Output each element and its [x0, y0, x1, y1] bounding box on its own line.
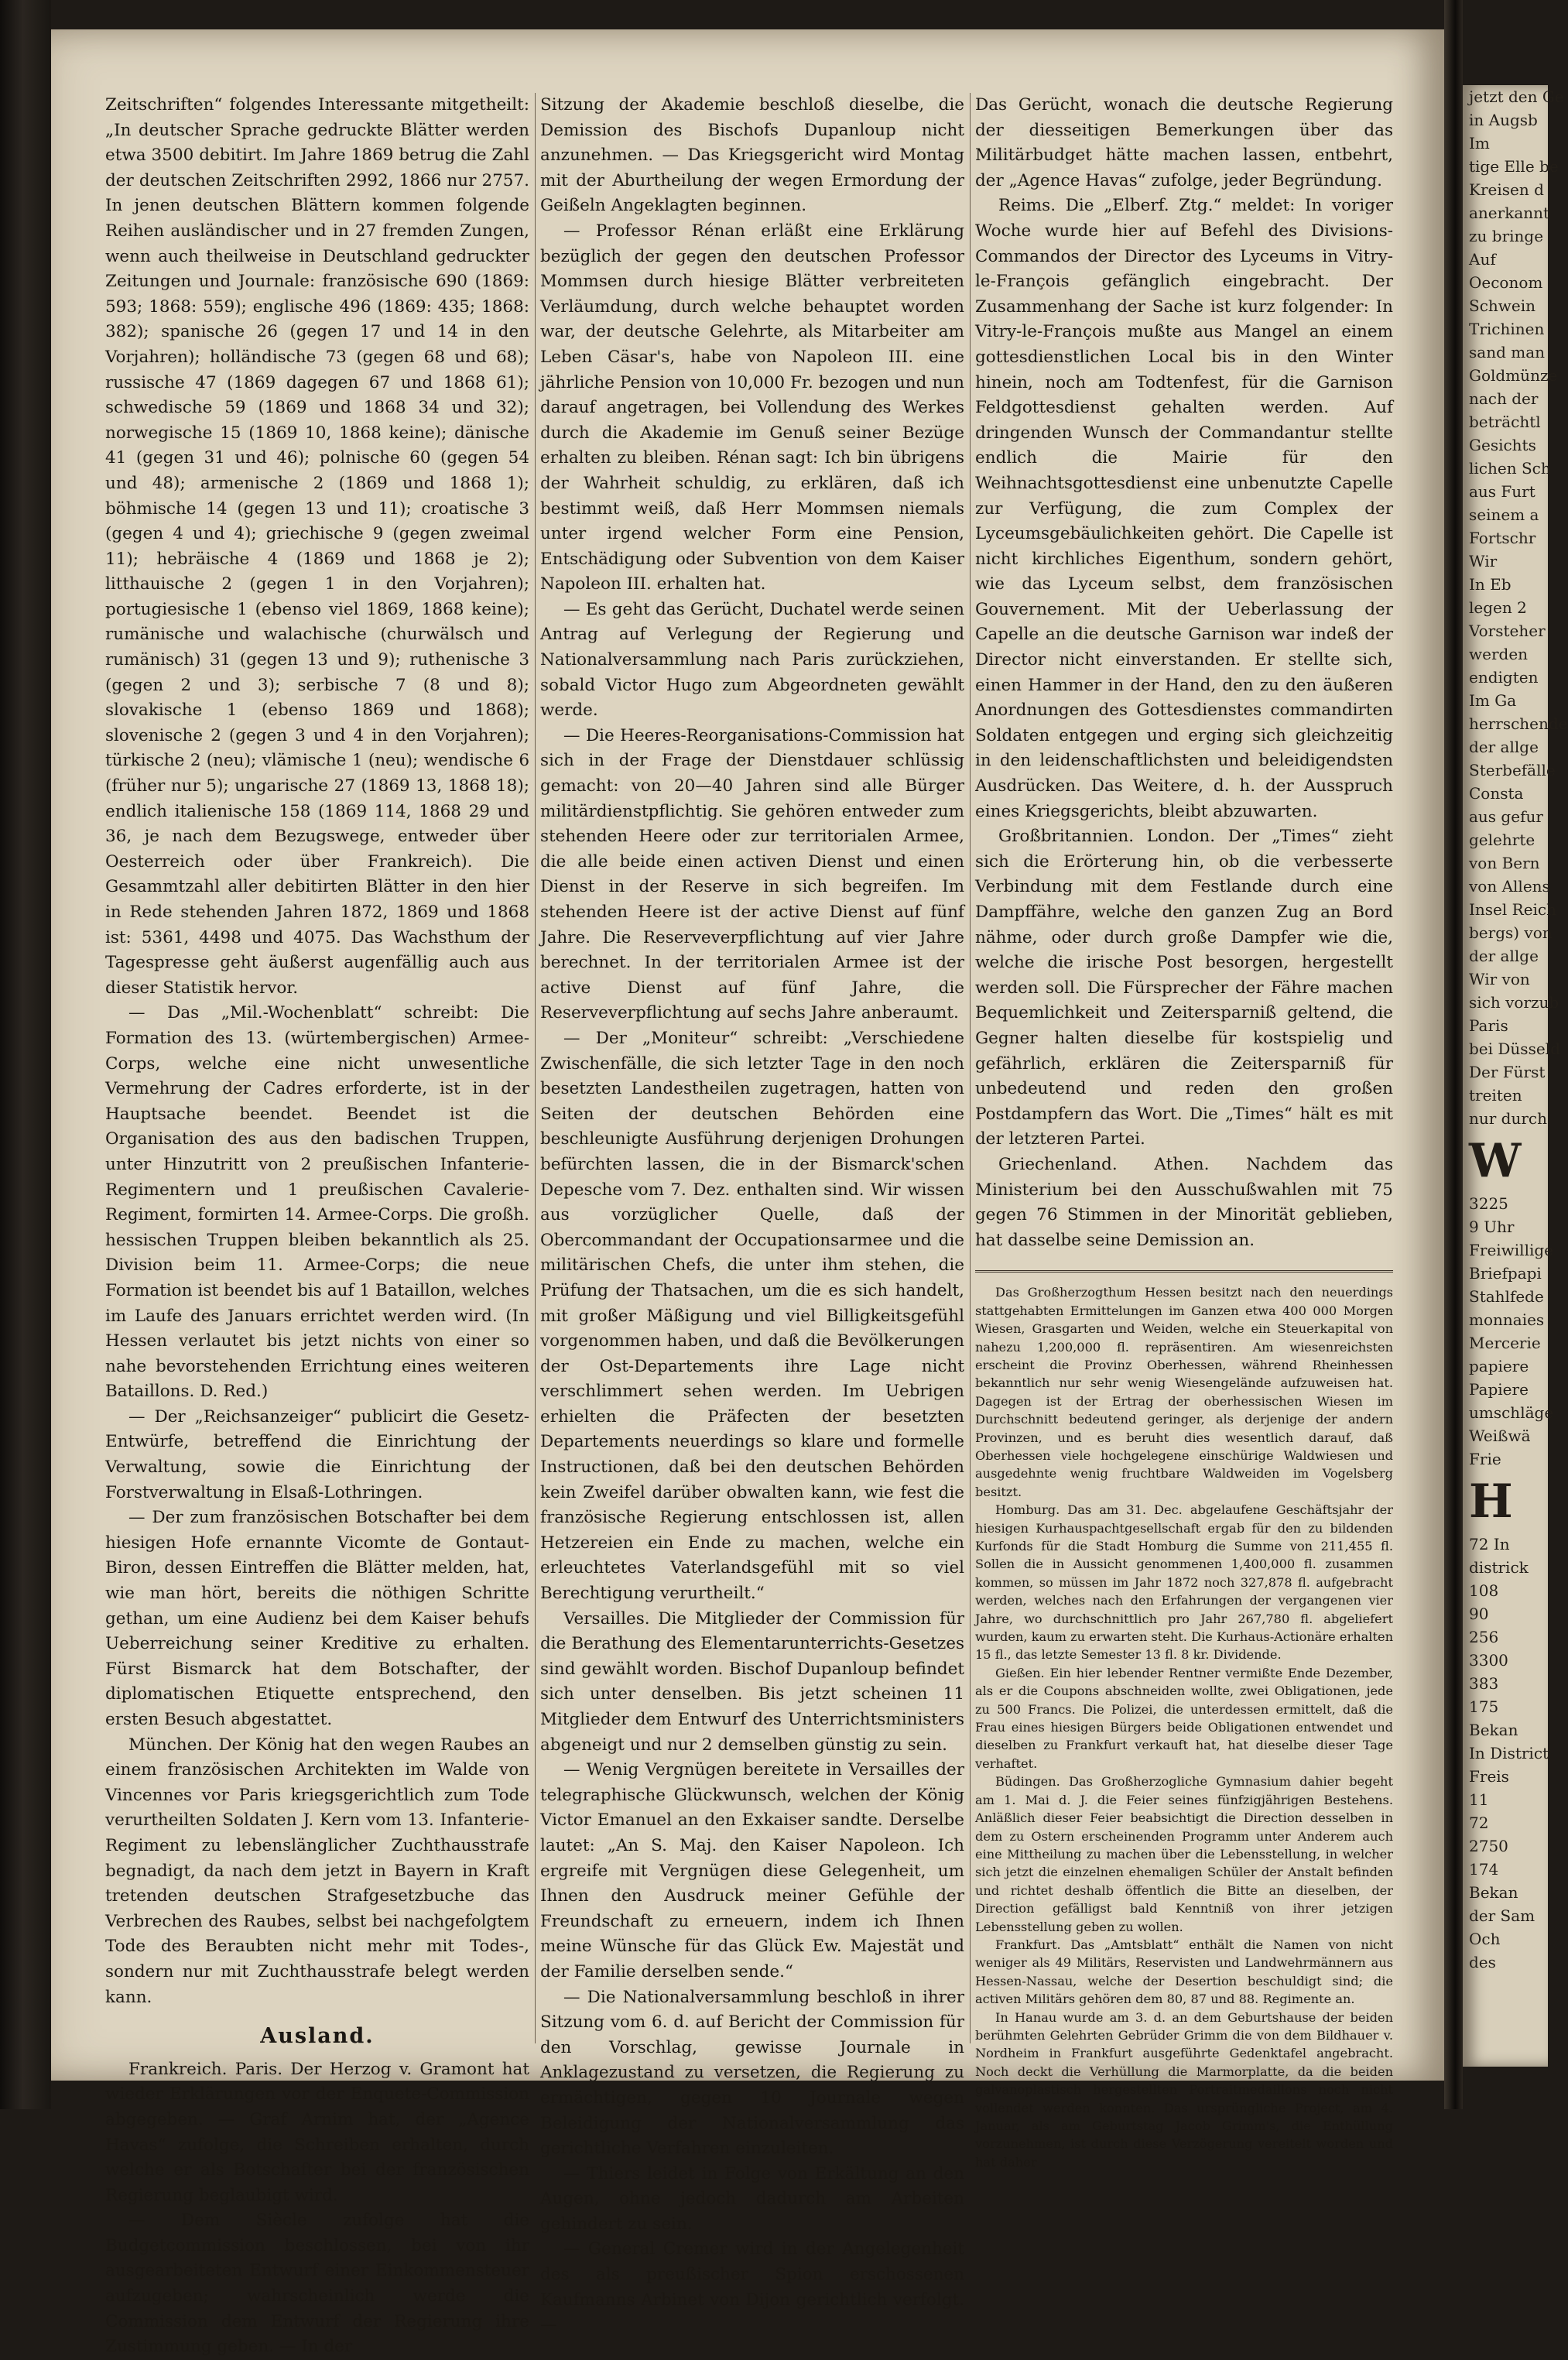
next-page-fragment: des — [1469, 1953, 1496, 1971]
next-page-fragment: nur durch — [1469, 1109, 1548, 1128]
next-page-fragment: Stahlfede — [1469, 1287, 1544, 1306]
next-page-fragment: tige Elle be — [1469, 157, 1559, 176]
article-moniteur: — Der „Moniteur“ schreibt: „Verschiedene Zwischenfälle, die sich letzter Tage in den noch besetzten Landestheilen zugetragen, hatten von Seiten der deutschen Behörden eine beschleunigte Ausführung derjenigen Drohungen befürchten lassen, die in der Bismarck'schen Depesche vom 7. Dez. enthalten sind. Wir wissen aus vorzüglicher Quelle, daß der Obercommandant der Occupationsarmee und die militärischen Chefs, die unter ihm stehen, die Prüfung der Thatsachen, um die es sich handelt, mit großer Mäßigung und viel Billigkeitsgefühl vorgenommen haben, und daß die Bevölkerungen der Ost-Departements ihre Lage nicht verschlimmert sehen werden. Im Uebrigen erhielten die Präfecten der besetzten Departements neuerdings so klare und formelle Instructionen, daß bei den deutschen Behörden kein Zweifel darüber obwalten kann, wie fest die französische Regierung entschlossen ist, allen Hetzereien ein Ende zu machen, welche ein erleuchtetes Vaterlandsgefühl mit so viel Berechtigung verurtheilt.“ — [540, 1028, 964, 1604]
next-page-fragment: Sterbefälle — [1469, 761, 1556, 779]
article-france-paris: Frankreich. Paris. Der Herzog v. Gramont hat wieder Erklärungen vor der Enquete-Commission abgegeben. — Graf Arnim hat, der „Agence Havas“ zufolge, die Schreiben erhalten, durch welche er als Botschafter bei der französischen Regierung beglaubigt wird. — [105, 2059, 529, 2205]
next-page-fragment: Consta — [1469, 784, 1524, 803]
next-page-fragment: endigten — [1469, 668, 1539, 687]
article-hanau: In Hanau wurde am 3. d. an dem Geburtshause der beiden berühmten Gelehrten Gebrüder Grimm die von dem Bildhauer v. Nordheim in Frankfurt ausgeführte Gedenktafel angebracht. Noch deckt die Verhüllung die Marmorplatte, da die beiden galvanoplastisch hergestellten Portraitmedaillons noch nicht vollendet werden konnten. Das ursprüngliche Project, am 4. Januar, als am Geburtstag Jacob Grimm's, die Enthüllung vorzunehmen, ist durch diese Verzögerung vereitelt worden und hat daher — [975, 2009, 1393, 2170]
next-page-fragment: Freis — [1469, 1767, 1509, 1786]
next-page-fragment: Wir — [1469, 552, 1498, 570]
next-page-fragment: Oeconom — [1469, 273, 1543, 292]
next-page-fragment: Insel Reich — [1469, 900, 1557, 919]
next-page-fragment: sich vorzub — [1469, 993, 1559, 1012]
next-page-fragment: Weißwä — [1469, 1427, 1531, 1445]
next-page-fragment: Frie — [1469, 1450, 1501, 1468]
regional-news — [975, 1283, 1393, 2171]
next-page-fragment: aus gefur — [1469, 807, 1543, 826]
next-page-fragment: 175 — [1469, 1697, 1499, 1716]
article-greece: Griechenland. Athen. Nachdem das Ministerium bei den Ausschußwahlen mit 75 gegen 76 Stimmen in der Minorität geblieben, hat dasselbe seine Demission an. — [975, 1154, 1393, 1250]
next-page-fragment: werden — [1469, 645, 1529, 663]
article-general-cremer: — General Cremer wird in der Angelegenheit des als preußischer Spion erschossenen Kaufmanns Arbinet von Dijon gerichtlich verfolgt. — — [540, 2239, 964, 2335]
next-page-fragment: Schwein — [1469, 296, 1536, 315]
next-page-fragment: Och — [1469, 1930, 1501, 1948]
next-page-fragment: 174 — [1469, 1860, 1499, 1879]
article-renan: — Professor Rénan erläßt eine Erklärung bezüglich der gegen den deutschen Professor Mommsen durch hiesige Blätter verbreiteten Verläumdung, durch welche behauptet worden war, der deutsche Gelehrte, als Mitarbeiter am Leben Cäsar's, habe von Napoleon III. eine jährliche Pension von 10,000 Fr. bezogen und nun darauf angetragen, bei Vollendung des Werkes durch die Akademie im Genuß seiner Bezüge erhalten zu bleiben. Rénan sagt: Ich bin übrigens der Wahrheit schuldig, zu erklären, daß ich bestimmt weiß, daß Herr Mommsen niemals unter irgend welcher Form eine Pension, Entschädigung oder Subvention von dem Kaiser Napoleon III. erhalten hat. — [540, 221, 964, 594]
next-page-fragment: legen 2 — [1469, 598, 1527, 617]
article-reims: Reims. Die „Elberf. Ztg.“ meldet: In voriger Woche wurde hier auf Befehl des Divisions-Commandos der Director des Lyceums in Vitry-le-François gefänglich eingebracht. Der Zusammenhang der Sache ist kurz folgender: In Vitry-le-François mußte aus Mangel an einem gottesdienstlichen Local bis in den Winter hinein, noch am Todtenfest, für die Garnison Feldgottesdienst gehalten werden. Auf dringenden Wunsch der Commandantur stellte endlich die Mairie für den Weihnachtsgottesdienst eine unbenutzte Capelle zur Verfügung, die zum Complex der Lyceumsgebäulichkeiten gehört. Die Capelle ist nicht kirchliches Eigenthum, sondern gehört, wie das Lyceum selbst, dem französischen Gouvernement. Mit der Ueberlassung der Capelle an die deutsche Garnison war indeß der Director nicht einverstanden. Er stellte sich, einen Hammer in der Hand, den zu den äußeren Anordnungen des Gottesdienstes commandirten Soldaten entgegen und erging sich gleichzeitig in den leidenschaftlichsten und beleidigendsten Ausdrücken. Das Weitere, d. h. der Ausspruch eines Kriegsgerichts, bleibt abzuwarten. — [975, 196, 1393, 821]
next-page-fragment: papiere — [1469, 1357, 1529, 1375]
next-page-fragment: Im — [1469, 134, 1490, 152]
article-national-assembly: — Die Nationalversammlung beschloß in ihrer Sitzung vom 6. d. auf Bericht der Commission für den Vorschlag, gewisse Journale in Anklagezustand zu versetzen, die Regierung zu ermächtigen, gegen 10 Journale wegen Beleidigung der Nationalversammlung das gerichtliche Verfahren einzuleiten. — [540, 1987, 964, 2159]
article-buedingen: Büdingen. Das Großherzogliche Gymnasium dahier begeht am 1. Mai d. J. die Feier seines fünfzigjährigen Bestehens. Anläßlich dieser Feier beabsichtigt die Direction desselben in dem zu Ostern erscheinenden Programm unter Anderem auch eine Mittheilung zu machen über die Lebensstellung, in welcher sich jetzt die einzelnen ehemaligen Schüler der Anstalt befinden und richtet deshalb öffentlich die Bitte an dieselben, der Direction gefälligst bald Kenntniß von ihrer jetzigen Lebensstellung geben zu wollen. — [975, 1774, 1393, 1934]
next-page-fragment: districk — [1469, 1558, 1529, 1577]
next-page-fragment: treiten — [1469, 1086, 1522, 1105]
next-page-fragment: anerkannt — [1469, 204, 1550, 222]
next-page-fragment: Paris — [1469, 1016, 1508, 1035]
article-duchatel: — Es geht das Gerücht, Duchatel werde seinen Antrag auf Verlegung der Regierung und Nationalversammlung nach Paris zurückziehen, sobald Victor Hugo zum Abgeordneten gewählt werde. — [540, 599, 964, 721]
column-1 — [105, 93, 529, 2357]
next-page-fragment: umschläge — [1469, 1403, 1554, 1422]
next-page-fragment: bei Düsseld — [1469, 1040, 1560, 1058]
article-academy: Sitzung der Akademie beschloß dieselbe, die Demission des Bischofs Dupanloup nicht anzunehmen. — Das Kriegsgericht wird Montag mit der Aburtheilung der wegen Ermordung der Geißeln Angeklagten beginnen. — [540, 95, 964, 216]
article-military-weekly: — Das „Mil.-Wochenblatt“ schreibt: Die Formation des 13. (würtembergischen) Armee-Corps, welche eine nicht unwesentliche Vermehrung der Cadres erforderte, ist in der Hauptsache beendet. Beendet ist die Organisation des aus den badischen Truppen, unter Hinzutritt von 2 preußischen Infanterie-Regimentern und 1 preußischen Cavalerie-Regiment, formirten 14. Armee-Corps. Die großh. hessischen Truppen bleiben bekanntlich als 25. Division beim 11. Armee-Corps; die neue Formation ist beendet bis auf 1 Bataillon, welches im Laufe des Januars errichtet werden wird. (In Hessen verlautet bis jetzt nichts von einer so nahe bevorstehenden Errichtung eines weiteren Bataillons. D. Red.) — [105, 1003, 529, 1402]
article-reichsanzeiger: — Der „Reichsanzeiger“ publicirt die Gesetz-Entwürfe, betreffend die Einrichtung der Verwaltung, sowie die Einrichtung der Forstverwaltung in Elsaß-Lothringen. — [105, 1406, 529, 1502]
next-page-fragment: 3300 — [1469, 1651, 1508, 1670]
next-page-fragment: Wir von — [1469, 970, 1530, 988]
next-page-fragment: Briefpapi — [1469, 1264, 1542, 1283]
section-title-ausland: Ausland. — [260, 2024, 375, 2049]
next-page-fragment: von Allens — [1469, 877, 1550, 896]
next-page-edge — [1463, 85, 1568, 2067]
next-page-fragment: 72 — [1469, 1814, 1489, 1832]
article-rumour: Das Gerücht, wonach die deutsche Regierung der diesseitigen Bemerkungen über das Militärbudget hätte machen lassen, entbehrt, der „Agence Havas“ zufolge, jeder Begründung. — [975, 95, 1393, 190]
article-thiers: — Thiers leidet in Folge von Erkältung an den Augen, ohne jedoch dadurch am Arbeiten gehindert zu sein. — [540, 2163, 964, 2234]
next-page-fragment: 11 — [1469, 1790, 1489, 1809]
next-page-fragment: Im Ga — [1469, 691, 1517, 710]
next-page-fragment: aus Furt — [1469, 482, 1535, 501]
next-page-fragment: sand man — [1469, 343, 1545, 361]
next-page-fragment: In District — [1469, 1744, 1549, 1762]
next-page-fragment: Bekan — [1469, 1883, 1518, 1902]
column-rule — [970, 93, 971, 2043]
next-page-fragment: Vorsteher — [1469, 622, 1546, 640]
next-page-fragment: seinem a — [1469, 505, 1539, 524]
next-page-fragment: beträchtl — [1469, 413, 1541, 431]
next-page-fragment: Kreisen d — [1469, 180, 1544, 199]
article-homburg: Homburg. Das am 31. Dec. abgelaufene Geschäftsjahr der hiesigen Kurhauspachtgesellschaft ergab für den zu bildenden Kurfonds für die Stadt Homburg die Summe von 211,455 fl. Sollen die in Aussicht genommenen 1,400,000 fl. zusammen kommen, so müssen im Jahr 1872 noch 327,878 fl. aufgebracht werden, welches nach den Erfahrungen der vergangenen vier Jahre, wo durchschnittlich pro Jahr 267,780 fl. abgeliefert wurden, kaum zu erwarten steht. Die Kurhaus-Actionäre erhalten 15 fl., das letzte Semester 13 fl. 8 kr. Dividende. — [975, 1502, 1393, 1663]
next-page-fragment: Mercerie — [1469, 1334, 1541, 1352]
next-page-fragment: in Augsb — [1469, 111, 1538, 129]
column-3 — [975, 93, 1393, 2170]
next-page-fragment: herrschende — [1469, 714, 1568, 733]
next-page-fragment: jetzt den Ge — [1469, 87, 1564, 106]
next-page-fragment: der allge — [1469, 947, 1539, 965]
article-press-statistics: Zeitschriften“ folgendes Interessante mitgetheilt: „In deutscher Sprache gedruckte Blätter werden etwa 3500 debitirt. Im Jahre 1869 betrug die Zahl der deutschen Zeitschriften 2992, 1866 nur 2757. In jenen deutschen Blättern kommen folgende Reihen ausländischer und in 27 fremden Zungen, wenn auch theilweise in Deutschland gedruckter Zeitungen und Journale: französische 690 (1869: 593; 1868: 559); englische 496 (1869: 435; 1868: 382); spanische 26 (gegen 17 und 14 in den Vorjahren); holländische 73 (gegen 68 und 68); russische 47 (1869 dagegen 67 und 1868 61); schwedische 59 (1869 und 1868 34 und 32); norwegische 15 (1869 10, 1868 keine); dänische 41 (gegen 31 und 46); polnische 60 (gegen 54 und 48); armenische 2 (1869 und 1868 1); böhmische 14 (gegen 13 und 11); croatische 3 (gegen 4 und 4); griechische 9 (gegen zweimal 11); hebräische 4 (1869 und 1868 je 2); litthauische 2 (gegen 1 in den Vorjahren); portugiesische 1 (ebenso viel 1869, 1868 keine); rumänische und walachische (churwälsch und rumänisch) 31 (gegen 13 und 9); ruthenische 3 (gegen 2 und 3); serbische 7 (8 und 8); slovakische 1 (ebenso 1869 und 1868); slovenische 2 (gegen 3 und 4 in den Vorjahren); türkische 2 (neu); vlämische 1 (neu); wendische 6 (früher nur 5); ungarische 27 (1869 13, 1868 18); endlich italienische 158 (1869 114, 1868 29 und 36, je nach dem Bezugswege, entweder über Oesterreich oder über Frankreich). Die Gesammtzahl aller debitirten Blätter in den hier in Rede stehenden Jahren 1872, 1869 und 1868 ist: 5361, 4498 und 4075. Das Wachsthum der Tagespresse geht äußerst augenfällig auch aus dieser Statistik hervor. — [105, 95, 529, 998]
article-munich: München. Der König hat den wegen Raubes an einem französischen Architekten im Walde von Vincennes vor Paris kriegsgerichtlich zum Tode verurtheilten Soldaten J. Kern vom 13. Infanterie-Regiment zu lebenslänglicher Zuchthausstrafe begnadigt, da nach dem jetzt in Bayern in Kraft tretenden deutschen Strafgesetzbuche das Verbrechen des Raubes, selbst bei nachgefolgtem Tode des Beraubten nicht mehr mit Todes-, sondern nur mit Zuchthausstrafe belegt werden kann. — [105, 1735, 529, 2007]
next-page-fragment: H — [1469, 1475, 1513, 1529]
next-page-fragment: In Eb — [1469, 575, 1512, 594]
next-page-fragment: der Sam — [1469, 1906, 1535, 1925]
next-page-fragment: W — [1469, 1134, 1522, 1188]
article-hessen: Das Großherzogthum Hessen besitzt nach den neuerdings stattgehabten Ermittelungen im Ganzen etwa 400 000 Morgen Wiesen, Grasgarten und Weiden, welche ein Steuerkapital von nahezu 1,200,000 fl. repräsentiren. Am wiesenreichsten erscheint die Provinz Oberhessen, während Rheinhessen bekanntlich nur sehr wenig Wiesengelände aufzuweisen hat. Dagegen ist der Ertrag der oberhessischen Wiesen im Durchschnitt bedeutend geringer, als derjenige der andern Provinzen, und es beruht dies wesentlich darauf, daß Oberhessen viele hochgelegene einschürige Waldwiesen und ausgedehnte wenig fruchtbare Waldweiden im Vogelsberg besitzt. — [975, 1285, 1393, 1499]
next-page-fragment: Auf — [1469, 250, 1496, 269]
next-page-fragment: 256 — [1469, 1628, 1499, 1646]
next-page-fragment: Der Fürst — [1469, 1063, 1546, 1081]
next-page-fragment: 108 — [1469, 1581, 1499, 1600]
article-versailles: Versailles. Die Mitglieder der Commission für die Berathung des Elementarunterrichts-Gesetzes sind gewählt worden. Bischof Dupanloup befindet sich unter denselben. Bis jetzt scheinen 11 Mitglieder dem Entwurf des Unterrichtsministers abgeneigt und nur 2 demselben günstig zu sein. — [540, 1608, 964, 1755]
next-page-fragment: 9 Uhr — [1469, 1218, 1515, 1236]
next-page-fragment: Fortschr — [1469, 529, 1536, 547]
next-page-fragment: der allge — [1469, 738, 1539, 756]
next-page-fragment: 3225 — [1469, 1194, 1508, 1213]
next-page-fragment: Goldmünze — [1469, 366, 1558, 385]
article-great-britain: Großbritannien. London. Der „Times“ zieht sich die Erörterung hin, ob die verbesserte Verbindung mit dem Festlande durch eine Dampffähre, welche den ganzen Zug an Bord nähme, oder durch große Dampfer wie die, welche die irische Post besorgen, hergestellt werden soll. Die Fürsprecher der Fähre machen Bequemlichkeit und Zeitersparniß geltend, die Gegner halten dieselbe für kostspielig und gefährlich, erklären die Zeitersparniß für unbedeutend und reden den großen Postdampfern das Wort. Die „Times“ hält es mit der letzteren Partei. — [975, 827, 1393, 1149]
next-page-fragment: Trichinen — [1469, 320, 1545, 338]
next-page-fragment: lichen Sch — [1469, 459, 1551, 478]
next-page-fragment: 2750 — [1469, 1837, 1508, 1855]
article-army-reorganisation: — Die Heeres-Reorganisations-Commission hat sich in der Frage der Dienstdauer schlüssig gemacht: von 20—40 Jahren sind alle Bürger militärdienstpflichtig. Sie gehören entweder zum stehenden Heere oder zur territorialen Armee, die alle beide einen activen Dienst und einen Dienst in der Reserve in sich begreifen. Im stehenden Heere ist der active Dienst auf fünf Jahre. Die Reserveverpflichtung auf vier Jahre berechnet. In der territorialen Armee ist der active Dienst auf fünf Jahre, die Reserveverpflichtung auf sechs Jahre anberaumt. — [540, 725, 964, 1023]
page-gutter — [1444, 0, 1463, 2109]
next-page-fragment: Freiwillige — [1469, 1241, 1554, 1259]
next-page-fragment: Bekan — [1469, 1721, 1518, 1739]
article-frankfurt: Frankfurt. Das „Amtsblatt“ enthält die Namen von nicht weniger als 49 Militärs, Reservisten und Landwehrmännern aus Hessen-Nassau, welche der Desertion beschuldigt sind; die activen Militärs gehören dem 80, 87 und 88. Regimente an. — [975, 1937, 1393, 2007]
next-page-fragment: gelehrte — [1469, 831, 1535, 849]
article-budget-commission: — Dem Siècle zufolge hat die Budgetcommission beschlossen, bei von ihr ausgearbeiteten Entwurf einer Einkommensteuer aufzugeben; wahrscheinlich werde die Commission dem Entwurf der Regierung ihre Zustimmung geben. — In der — [105, 2211, 529, 2357]
next-page-fragment: zu bringe — [1469, 227, 1544, 245]
next-page-fragment: Gesichts — [1469, 436, 1536, 454]
column-2 — [540, 93, 964, 2335]
article-french-ambassador: — Der zum französischen Botschafter bei dem hiesigen Hofe ernannte Vicomte de Gontaut-Biron, dessen Eintreffen die Blätter melden, hat, wie man hört, bereits die nöthigen Schritte gethan, um eine Audienz bei dem Kaiser behufs Ueberreichung seiner Kreditive zu erhalten. Fürst Bismarck hat dem Botschafter, der diplomatischen Etiquette entsprechend, den ersten Besuch abgestattet. — [105, 1508, 529, 1729]
next-page-fragment: monnaies — [1469, 1310, 1545, 1329]
article-giessen: Gießen. Ein hier lebender Rentner vermißte Ende Dezember, als er die Coupons abschneiden wollte, zwei Obligationen, jede zu 500 Francs. Die Polizei, die unterdessen ermittelt, daß die Frau eines hiesigen Bürgers beide Obligationen entwendet und dieselben zu Frankfurt verkauft hat, hat dieselbe dieser Tage verhaftet. — [975, 1665, 1393, 1771]
next-page-fragment: 72 In — [1469, 1535, 1510, 1553]
next-page-fragment: bergs) von — [1469, 923, 1553, 942]
column-rule — [535, 93, 536, 2043]
section-divider — [975, 1270, 1393, 1272]
next-page-fragment: 90 — [1469, 1605, 1489, 1623]
next-page-fragment: Papiere — [1469, 1380, 1529, 1399]
book-binding — [0, 0, 51, 2109]
next-page-fragment: 383 — [1469, 1674, 1499, 1693]
article-victor-emanuel: — Wenig Vergnügen bereitete in Versailles der telegraphische Glückwunsch, welchen der König Victor Emanuel an den Exkaiser sandte. Derselbe lautet: „An S. Maj. den Kaiser Napoleon. Ich ergreife mit Vergnügen diese Gelegenheit, um Ihnen den Ausdruck meiner Gefühle der Freundschaft zu erneuern, indem ich Ihnen meine Wünsche für das Glück Ew. Majestät und der Familie derselben sende.“ — [540, 1760, 964, 1982]
next-page-fragment: nach der — [1469, 389, 1539, 408]
next-page-fragment: von Bern — [1469, 854, 1540, 872]
